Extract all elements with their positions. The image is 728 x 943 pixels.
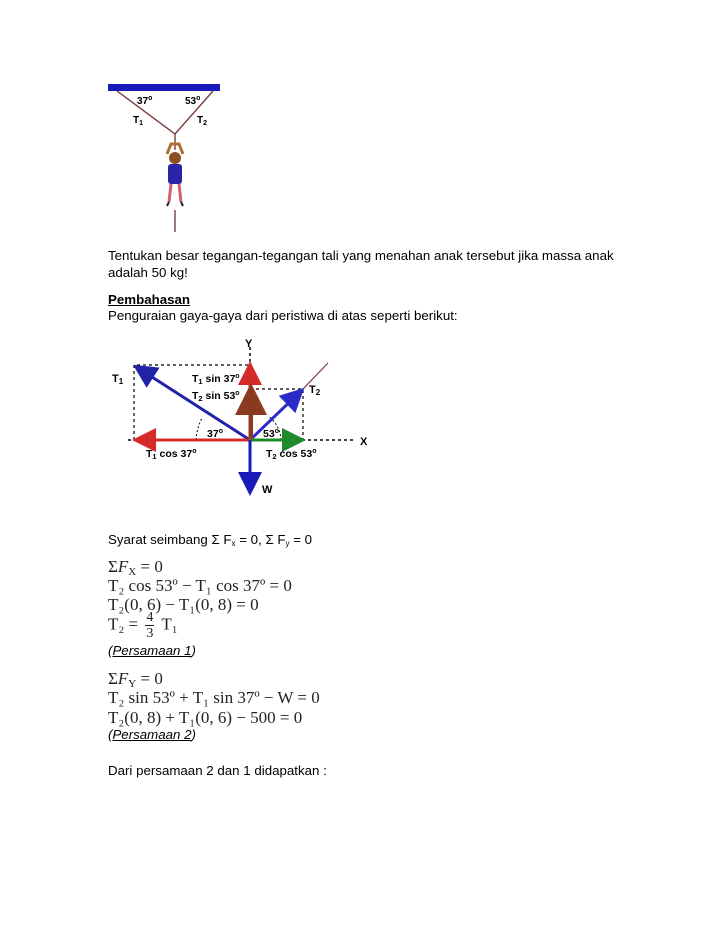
figure1-label-t1: $T_1$ [133, 115, 144, 127]
label-axis-y: Y [245, 338, 253, 350]
child-icon [167, 144, 183, 206]
figure1-angle-right: 53$^o$ [185, 95, 201, 107]
hanging-child-figure [105, 82, 225, 232]
label-t1-sin37: T1 sin 37$^o$ [192, 373, 240, 386]
eq-y-line3: T₂(0, 8) + T₁(0, 6) − 500 = 0 [108, 708, 303, 727]
eq-x-line3: T₂(0, 6) − T₁(0, 8) = 0 [108, 595, 259, 614]
eq-y-line1: $\Sigma F_Y = 0$ [108, 669, 163, 690]
problem-text-line1: Tentukan besar tegangan-tegangan tali yang menahan anak tersebut jika massa anak [108, 248, 614, 263]
label-angle53: 53$^o$ [263, 428, 279, 440]
eq-x-line4: T₂ = $\frac{4}{3}$ T₁ [108, 610, 178, 641]
ceiling-beam [108, 84, 220, 91]
figure1-label-t2: $T_2$ [197, 115, 208, 127]
syarat-line: Syarat seimbang Σ $F_x = 0$, Σ $F_y = 0$ [108, 532, 313, 548]
pembahasan-heading: Pembahasan [108, 292, 191, 307]
fraction-4-3: $\frac{4}{3}$ [146, 610, 154, 641]
persamaan-1-label: (Persamaan 1) [108, 643, 196, 658]
label-weight: W [262, 484, 273, 496]
figure1-angle-left: 37$^o$ [137, 95, 153, 107]
persamaan-2-label: (Persamaan 2) [108, 727, 196, 742]
eq-y-line2: T₂ sin 53º + T₁ sin 37º − W = 0 [108, 688, 320, 707]
pembahasan-intro: Penguraian gaya-gaya dari peristiwa di atas seperti berikut: [108, 308, 458, 323]
angle37-arc [196, 418, 202, 440]
closing-text: Dari persamaan 2 dan 1 didapatkan : [108, 763, 327, 778]
label-t2-cos53: T2 cos 53$^o$ [266, 448, 317, 461]
eq-x-line2: T₂ cos 53º − T₁ cos 37º = 0 [108, 576, 292, 595]
label-t2-sin53: T2 sin 53$^o$ [192, 390, 240, 403]
label-t1-cos37: T1 cos 37$^o$ [146, 448, 197, 461]
label-angle37: 37$^o$ [207, 428, 223, 440]
eq-x-line1: $\Sigma F_X = 0$ [108, 557, 163, 578]
label-axis-x: X [360, 436, 368, 448]
problem-text-line2: adalah 50 kg! [108, 265, 188, 280]
force-diagram [106, 335, 376, 500]
label-t1: T1 [112, 373, 124, 386]
label-t2: T2 [309, 384, 321, 397]
